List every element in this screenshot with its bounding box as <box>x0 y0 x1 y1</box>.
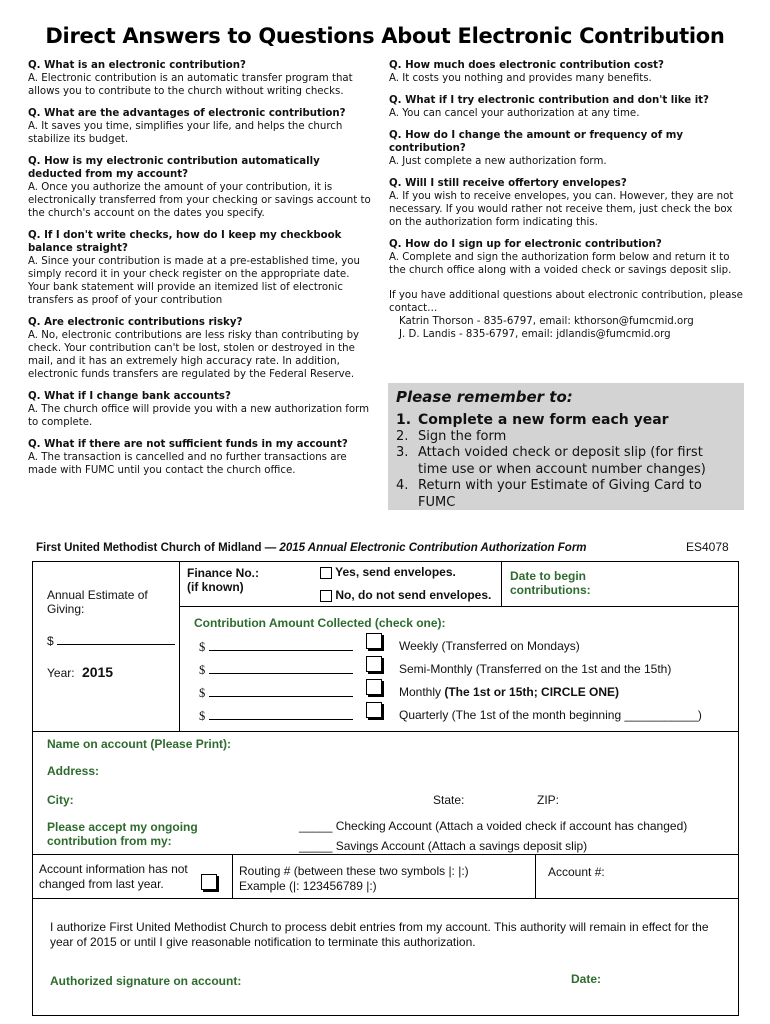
faq-answer: A. The church office will provide you with a new authorization form to complete. <box>28 404 370 428</box>
faq-question: Q. If I don't write checks, how do I keep my checkbook balance straight? <box>28 230 342 254</box>
weekly-label: Weekly (Transferred on Mondays) <box>399 639 580 653</box>
form-title: 2015 Annual Electronic Contribution Authorization Form <box>279 542 587 554</box>
faq-item <box>28 438 373 477</box>
quarterly-label: Quarterly (The 1st of the month beginning ___________) <box>399 708 702 722</box>
faq-answer: A. Once you authorize the amount of your contribution, it is electronically transferred from your checking or savings account to the church's account on the dates you specify. <box>28 182 371 219</box>
reminder-item: 3. Attach voided check or deposit slip (for first time use or when account number changes) <box>396 445 706 477</box>
signature-field[interactable]: Authorized signature on account: <box>50 974 242 988</box>
faq-item <box>28 59 373 98</box>
faq-answer: A. Complete and sign the authorization form below and return it to the church office along with a voided check or savings deposit slip. <box>389 252 732 276</box>
faq-answer: A. No, electronic contributions are less risky than contributing by check. Your contribution can't be lost, stolen or destroyed in the mail, and it has an extremely high accuracy rate. In addition, electronic funds transfers are regulated by the Federal Reserve. <box>28 330 360 380</box>
monthly-amount-field[interactable]: $ <box>199 685 353 701</box>
estimate-line <box>57 633 175 645</box>
faq-answer: A. You can cancel your authorization at any time. <box>389 108 640 119</box>
faq-item <box>389 129 745 168</box>
date-to-begin-label: Date to begin contributions: <box>510 569 591 597</box>
finance-no-label: Finance No.: <box>187 566 260 580</box>
envelope-yes-checkbox[interactable] <box>320 567 332 579</box>
faq-question: Q. How do I sign up for electronic contribution? <box>389 239 662 250</box>
reminder-item: 4. Return with your Estimate of Giving Card to FUMC <box>396 478 702 510</box>
envelope-no-label: No, do not send envelopes. <box>335 588 492 602</box>
authorization-statement: I authorize First United Methodist Church to process debit entries from my account. This authority will remain in effect for the year of 2015 or until I give reasonable notification to terminate this authorization. <box>50 920 709 949</box>
envelope-yes-option[interactable] <box>320 565 456 579</box>
faq-answer: A. Just complete a new authorization form. <box>389 156 607 167</box>
faq-question: Q. How is my electronic contribution automatically deducted from my account? <box>28 156 320 180</box>
faq-answer: A. Since your contribution is made at a pre-established time, you simply record it in your check register on the appropriate date. Your bank statement will provide an itemized list of electronic transfers as proof of your contribution <box>28 256 360 306</box>
divider <box>33 898 739 899</box>
state-field[interactable]: State: <box>433 793 465 807</box>
routing-field[interactable] <box>239 864 469 894</box>
form-code: ES4078 <box>686 540 729 554</box>
divider <box>179 606 180 731</box>
faq-question: Q. What if I try electronic contribution and don't like it? <box>389 95 709 106</box>
finance-no-field[interactable] <box>187 566 259 594</box>
reminder-box <box>388 383 744 510</box>
contact-katrin: Katrin Thorson - 835-6797, email: kthorson@fumcmid.org <box>399 316 694 327</box>
faq-question: Q. Are electronic contributions risky? <box>28 317 243 328</box>
faq-item <box>28 229 373 307</box>
name-on-account-field[interactable]: Name on account (Please Print): <box>47 737 232 751</box>
reminder-item: 2. Sign the form <box>396 428 507 444</box>
faq-item <box>389 238 745 277</box>
form-church-name: First United Methodist Church of Midland — <box>36 542 277 554</box>
faq-answer: A. It saves you time, simplifies your life, and helps the church stabilize its budget. <box>28 121 343 145</box>
routing-label: Routing # (between these two symbols |: |:) <box>239 864 469 878</box>
semimonthly-label: Semi-Monthly (Transferred on the 1st and the 15th) <box>399 662 672 676</box>
reminder-item: 1. Complete a new form each year <box>396 412 669 428</box>
faq-item <box>28 390 373 429</box>
divider <box>535 854 536 898</box>
faq-item <box>389 59 745 85</box>
faq-item <box>28 316 373 381</box>
authorization-form <box>32 561 739 1016</box>
address-field[interactable]: Address: <box>47 764 100 778</box>
savings-account-option[interactable]: _____ Savings Account (Attach a savings deposit slip) <box>299 839 588 853</box>
divider <box>232 854 233 898</box>
form-header <box>36 542 587 554</box>
account-number-field[interactable]: Account #: <box>548 865 605 879</box>
amount-header: Contribution Amount Collected (check one): <box>194 616 446 630</box>
semimonthly-checkbox[interactable] <box>366 656 382 672</box>
finance-if-known: (if known) <box>187 580 244 594</box>
monthly-checkbox[interactable] <box>366 679 382 695</box>
contact-info <box>389 289 745 341</box>
faq-answer: A. Electronic contribution is an automatic transfer program that allows you to contribute to the church without writing checks. <box>28 73 353 97</box>
estimate-amount-field[interactable] <box>47 633 175 648</box>
year-value: 2015 <box>81 664 114 680</box>
faq-question: Q. What if there are not sufficient funds in my account? <box>28 439 348 450</box>
zip-field[interactable]: ZIP: <box>537 793 560 807</box>
routing-example: Example (|: 123456789 |:) <box>239 879 377 893</box>
reminder-title: Please remember to: <box>396 388 573 406</box>
faq-question: Q. What is an electronic contribution? <box>28 60 246 71</box>
envelope-yes-label: Yes, send envelopes. <box>335 565 456 579</box>
weekly-amount-field[interactable]: $ <box>199 639 353 655</box>
unchanged-checkbox[interactable] <box>201 874 217 890</box>
faq-answer: A. The transaction is cancelled and no further transactions are made with FUMC until you contact the church office. <box>28 452 347 476</box>
date-field[interactable]: Date: <box>571 972 602 986</box>
semimonthly-amount-field[interactable]: $ <box>199 662 353 678</box>
divider <box>33 731 739 732</box>
faq-item <box>389 94 745 120</box>
quarterly-amount-field[interactable]: $ <box>199 708 353 724</box>
faq-question: Q. What if I change bank accounts? <box>28 391 231 402</box>
envelope-no-checkbox[interactable] <box>320 590 332 602</box>
faq-question: Q. How much does electronic contribution cost? <box>389 60 664 71</box>
faq-answer: A. It costs you nothing and provides many benefits. <box>389 73 652 84</box>
envelope-no-option[interactable] <box>320 588 491 602</box>
dollar-sign: $ <box>47 634 54 648</box>
unchanged-label: Account information has not changed from last year. <box>39 862 188 891</box>
reminder-list <box>396 412 736 511</box>
faq-question: Q. What are the advantages of electronic contribution? <box>28 108 346 119</box>
faq-right-column <box>389 59 745 350</box>
faq-question: Q. Will I still receive offertory envelopes? <box>389 178 627 189</box>
faq-answer: A. If you wish to receive envelopes, you can. However, they are not necessary. If you would rather not receive them, just check the box on the authorization form indicating this. <box>389 191 734 228</box>
year-label: Year: <box>47 666 75 680</box>
divider <box>179 606 739 607</box>
faq-item <box>389 177 745 229</box>
weekly-checkbox[interactable] <box>366 633 382 649</box>
checking-account-option[interactable]: _____ Checking Account (Attach a voided check if account has changed) <box>299 819 688 833</box>
monthly-label: Monthly (The 1st or 15th; CIRCLE ONE) <box>399 685 620 699</box>
faq-left-column <box>28 59 373 486</box>
annual-estimate-label: Annual Estimate of Giving: <box>47 588 148 616</box>
contact-intro: If you have additional questions about electronic contribution, please contact… <box>389 290 743 314</box>
year-field <box>47 664 113 680</box>
contact-jd: J. D. Landis - 835-6797, email: jdlandis@fumcmid.org <box>399 329 671 340</box>
faq-item <box>28 107 373 146</box>
accept-contribution-label: Please accept my ongoing contribution from my: <box>47 820 198 848</box>
city-field[interactable]: City: <box>47 793 74 807</box>
page-title: Direct Answers to Questions About Electronic Contribution <box>45 24 725 48</box>
quarterly-checkbox[interactable] <box>366 702 382 718</box>
divider <box>33 854 739 855</box>
divider <box>179 562 180 606</box>
faq-item <box>28 155 373 220</box>
faq-question: Q. How do I change the amount or frequency of my contribution? <box>389 130 683 154</box>
divider <box>501 562 502 606</box>
